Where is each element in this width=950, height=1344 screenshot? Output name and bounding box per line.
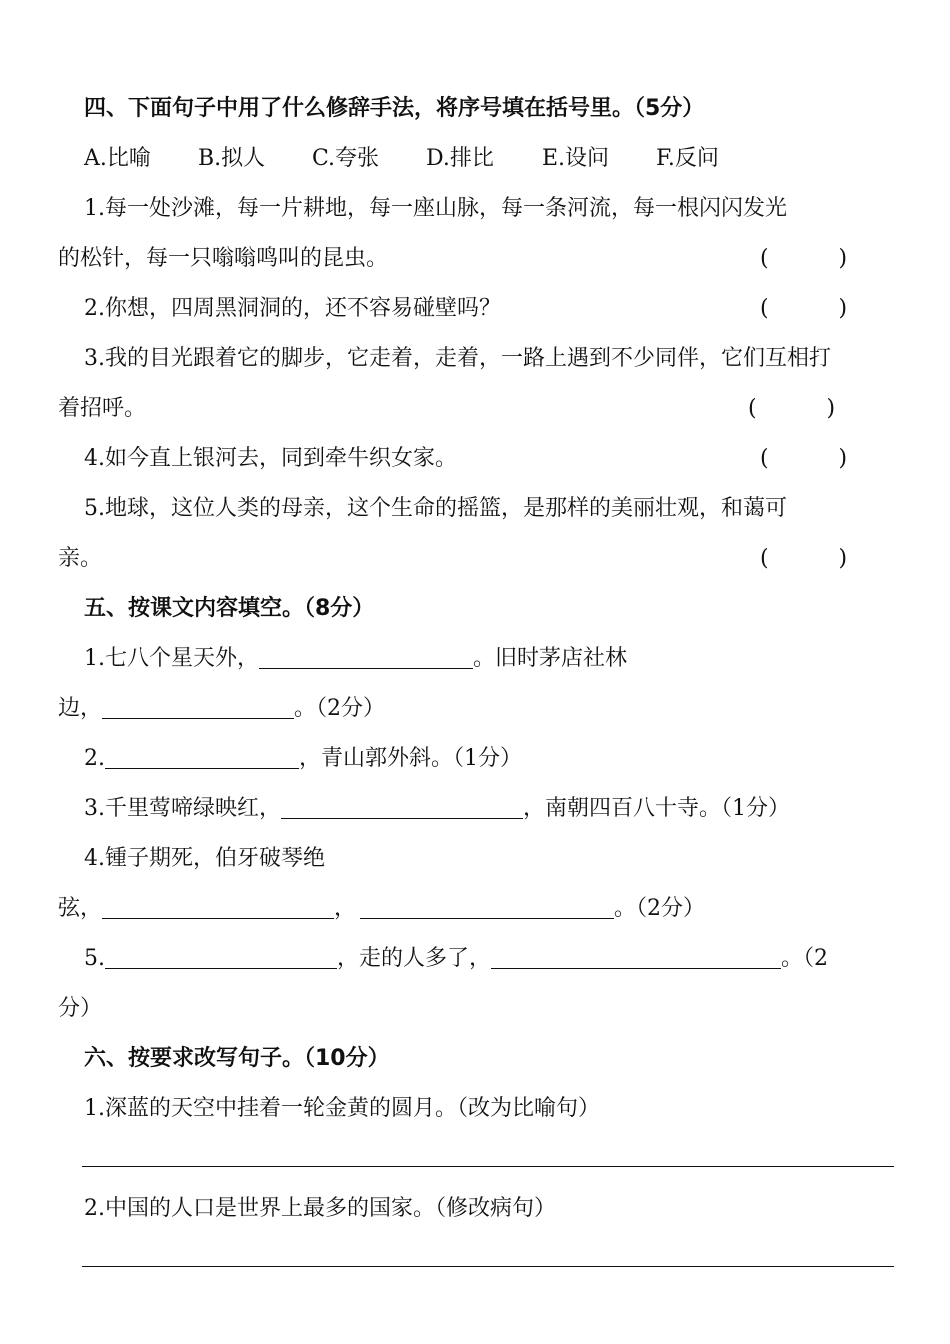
s5-q1-text-a: 1.七八个星天外， xyxy=(84,646,259,671)
option-a: A.比喻 xyxy=(84,146,151,171)
s5-q5-blank-1[interactable] xyxy=(105,946,337,969)
s6-q1-answer-line[interactable] xyxy=(82,1166,894,1167)
s6-q2-answer-line[interactable] xyxy=(82,1266,894,1267)
s4-q1-line1: 1.每一处沙滩，每一片耕地，每一座山脉，每一条河流，每一根闪闪发光 xyxy=(84,196,787,221)
option-e: E.设问 xyxy=(542,146,610,171)
option-f: F.反问 xyxy=(656,146,719,171)
s5-q5-text-a: 5. xyxy=(84,946,105,971)
s5-q1-text-c: 边， xyxy=(58,696,103,721)
s5-q4-line1: 4.锺子期死，伯牙破琴绝 xyxy=(84,846,325,871)
s5-q2-line xyxy=(84,744,522,774)
option-c: C.夸张 xyxy=(312,146,380,171)
s5-q2-text-b: ，青山郭外斜。（1分） xyxy=(299,746,522,771)
option-d: D.排比 xyxy=(426,146,494,171)
s5-q4-line2 xyxy=(58,894,705,924)
s5-q1-text-b: 。旧时茅店社林 xyxy=(473,646,628,671)
s5-q3-text-b: ，南朝四百八十寺。（1分） xyxy=(523,796,790,821)
s4-q4: 4.如今直上银河去，同到牵牛织女家。 xyxy=(84,446,457,471)
s5-q4-text-c: ， xyxy=(334,896,357,921)
s4-q3-line2: 着招呼。 xyxy=(58,396,147,421)
section6-title: 六、按要求改写句子。（10分） xyxy=(84,1046,390,1071)
s5-q4-blank-1[interactable] xyxy=(102,896,334,919)
s5-q4-blank-2[interactable] xyxy=(360,896,614,919)
s5-q4-text-d: 。（2分） xyxy=(614,896,706,921)
s4-q3-answer-paren[interactable]: ( ) xyxy=(748,396,836,421)
s5-q1-blank-2[interactable] xyxy=(102,696,294,719)
s5-q2-text-a: 2. xyxy=(84,746,105,771)
s5-q5-line2: 分） xyxy=(58,996,103,1021)
option-b: B.拟人 xyxy=(198,146,266,171)
s4-q5-line2: 亲。 xyxy=(58,546,103,571)
s5-q1-line1 xyxy=(84,644,627,674)
s5-q3-blank[interactable] xyxy=(281,796,523,819)
s5-q5-blank-2[interactable] xyxy=(491,946,781,969)
s5-q5-text-b: ，走的人多了， xyxy=(337,946,492,971)
section5-title: 五、按课文内容填空。（8分） xyxy=(84,596,375,621)
s5-q3-line xyxy=(84,794,790,824)
s4-q1-answer-paren[interactable]: ( ) xyxy=(760,246,848,271)
s4-q3-line1: 3.我的目光跟着它的脚步，它走着，走着，一路上遇到不少同伴，它们互相打 xyxy=(84,346,831,371)
s5-q4-text-b: 弦， xyxy=(58,896,103,921)
s5-q5-text-c: 。（2 xyxy=(781,946,829,971)
s4-q5-line1: 5.地球，这位人类的母亲，这个生命的摇篮，是那样的美丽壮观，和蔼可 xyxy=(84,496,787,521)
s5-q1-line2 xyxy=(58,694,385,724)
s4-q1-line2: 的松针，每一只嗡嗡鸣叫的昆虫。 xyxy=(58,246,389,271)
s6-q1: 1.深蓝的天空中挂着一轮金黄的圆月。（改为比喻句） xyxy=(84,1096,600,1121)
s4-q5-answer-paren[interactable]: ( ) xyxy=(760,546,848,571)
s4-q4-answer-paren[interactable]: ( ) xyxy=(760,446,848,471)
s5-q2-blank[interactable] xyxy=(105,746,299,769)
s5-q1-blank-1[interactable] xyxy=(259,646,473,669)
s5-q5-line1 xyxy=(84,944,828,974)
s6-q2: 2.中国的人口是世界上最多的国家。（修改病句） xyxy=(84,1196,556,1221)
s5-q1-text-d: 。（2分） xyxy=(294,696,386,721)
s4-q2-answer-paren[interactable]: ( ) xyxy=(760,296,848,321)
section4-title: 四、下面句子中用了什么修辞手法，将序号填在括号里。（5分） xyxy=(84,96,705,121)
s4-q2: 2.你想，四周黑洞洞的，还不容易碰壁吗？ xyxy=(84,296,501,321)
s5-q3-text-a: 3.千里莺啼绿映红， xyxy=(84,796,281,821)
